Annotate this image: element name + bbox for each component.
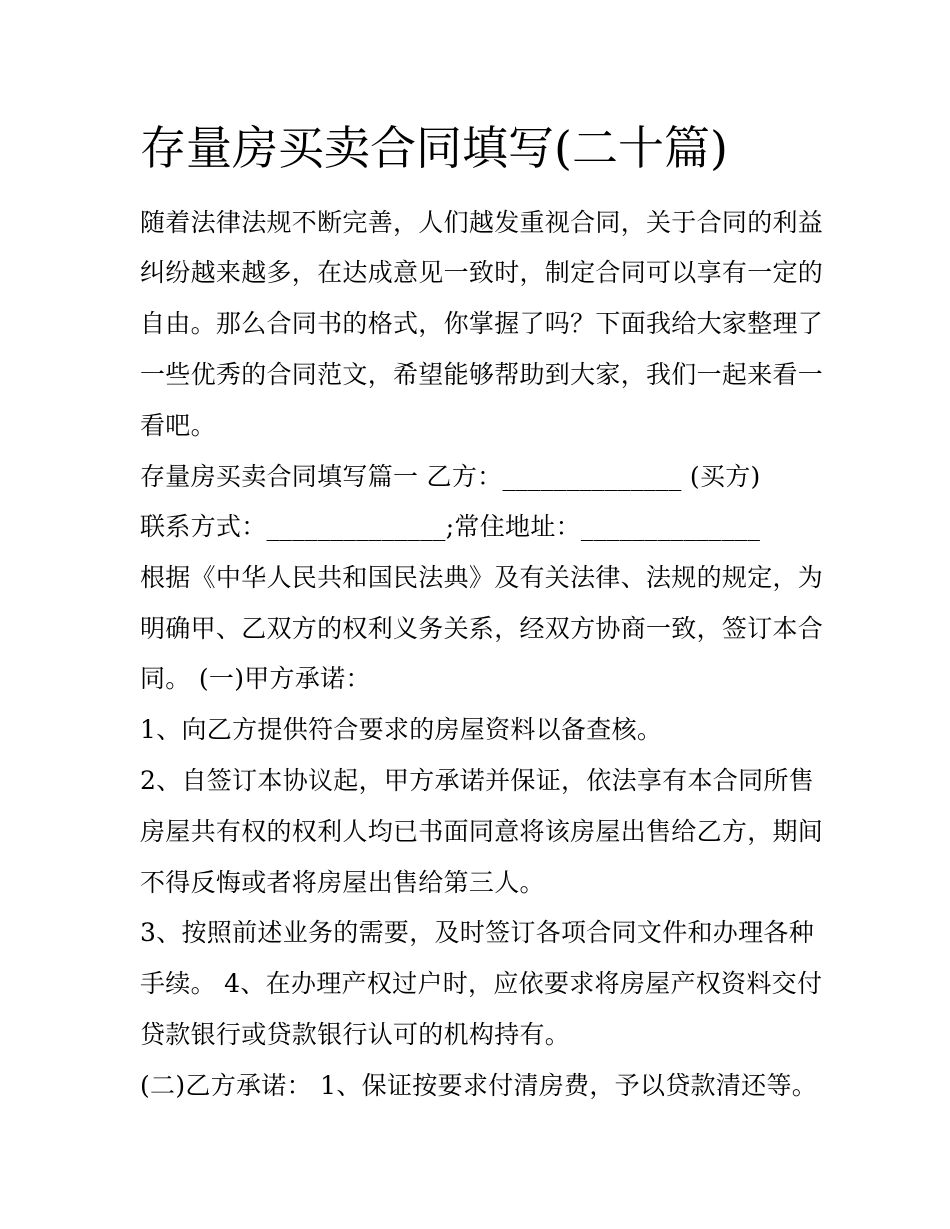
body-line: 纠纷越来越多，在达成意见一致时，制定合同可以享有一定的 bbox=[140, 258, 824, 287]
document-title: 存量房买卖合同填写(二十篇) bbox=[140, 121, 728, 175]
body-line: 一些优秀的合同范文，希望能够帮助到大家，我们一起来看一 bbox=[140, 360, 824, 389]
body-line: 自由。那么合同书的格式，你掌握了吗？下面我给大家整理了 bbox=[140, 309, 824, 338]
body-line: (二)乙方承诺： 1、保证按要求付清房费，予以贷款清还等。 bbox=[140, 1071, 818, 1100]
body-line: 1、向乙方提供符合要求的房屋资料以备查核。 bbox=[140, 715, 663, 744]
body-line: 房屋共有权的权利人均已书面同意将该房屋出售给乙方，期间 bbox=[140, 817, 824, 846]
body-line: 随着法律法规不断完善，人们越发重视合同，关于合同的利益 bbox=[140, 208, 824, 237]
body-line: 手续。 4、在办理产权过户时，应依要求将房屋产权资料交付 bbox=[140, 969, 823, 998]
body-line: 贷款银行或贷款银行认可的机构持有。 bbox=[140, 1020, 571, 1049]
body-line: 同。 (一)甲方承诺： bbox=[140, 664, 371, 693]
body-line: 存量房买卖合同填写篇一 乙方：______________ (买方) bbox=[140, 462, 761, 491]
body-line: 联系方式：______________;常住地址：______________ bbox=[140, 512, 761, 541]
body-line: 不得反悔或者将房屋出售给第三人。 bbox=[140, 868, 545, 897]
body-line: 看吧。 bbox=[140, 411, 216, 440]
body-line: 根据《中华人民共和国民法典》及有关法律、法规的规定，为 bbox=[140, 563, 824, 592]
body-line: 3、按照前述业务的需要，及时签订各项合同文件和办理各种 bbox=[140, 918, 815, 947]
body-line: 2、自签订本协议起，甲方承诺并保证，依法享有本合同所售 bbox=[140, 766, 815, 795]
body-line: 明确甲、乙双方的权利义务关系，经双方协商一致，签订本合 bbox=[140, 614, 824, 643]
